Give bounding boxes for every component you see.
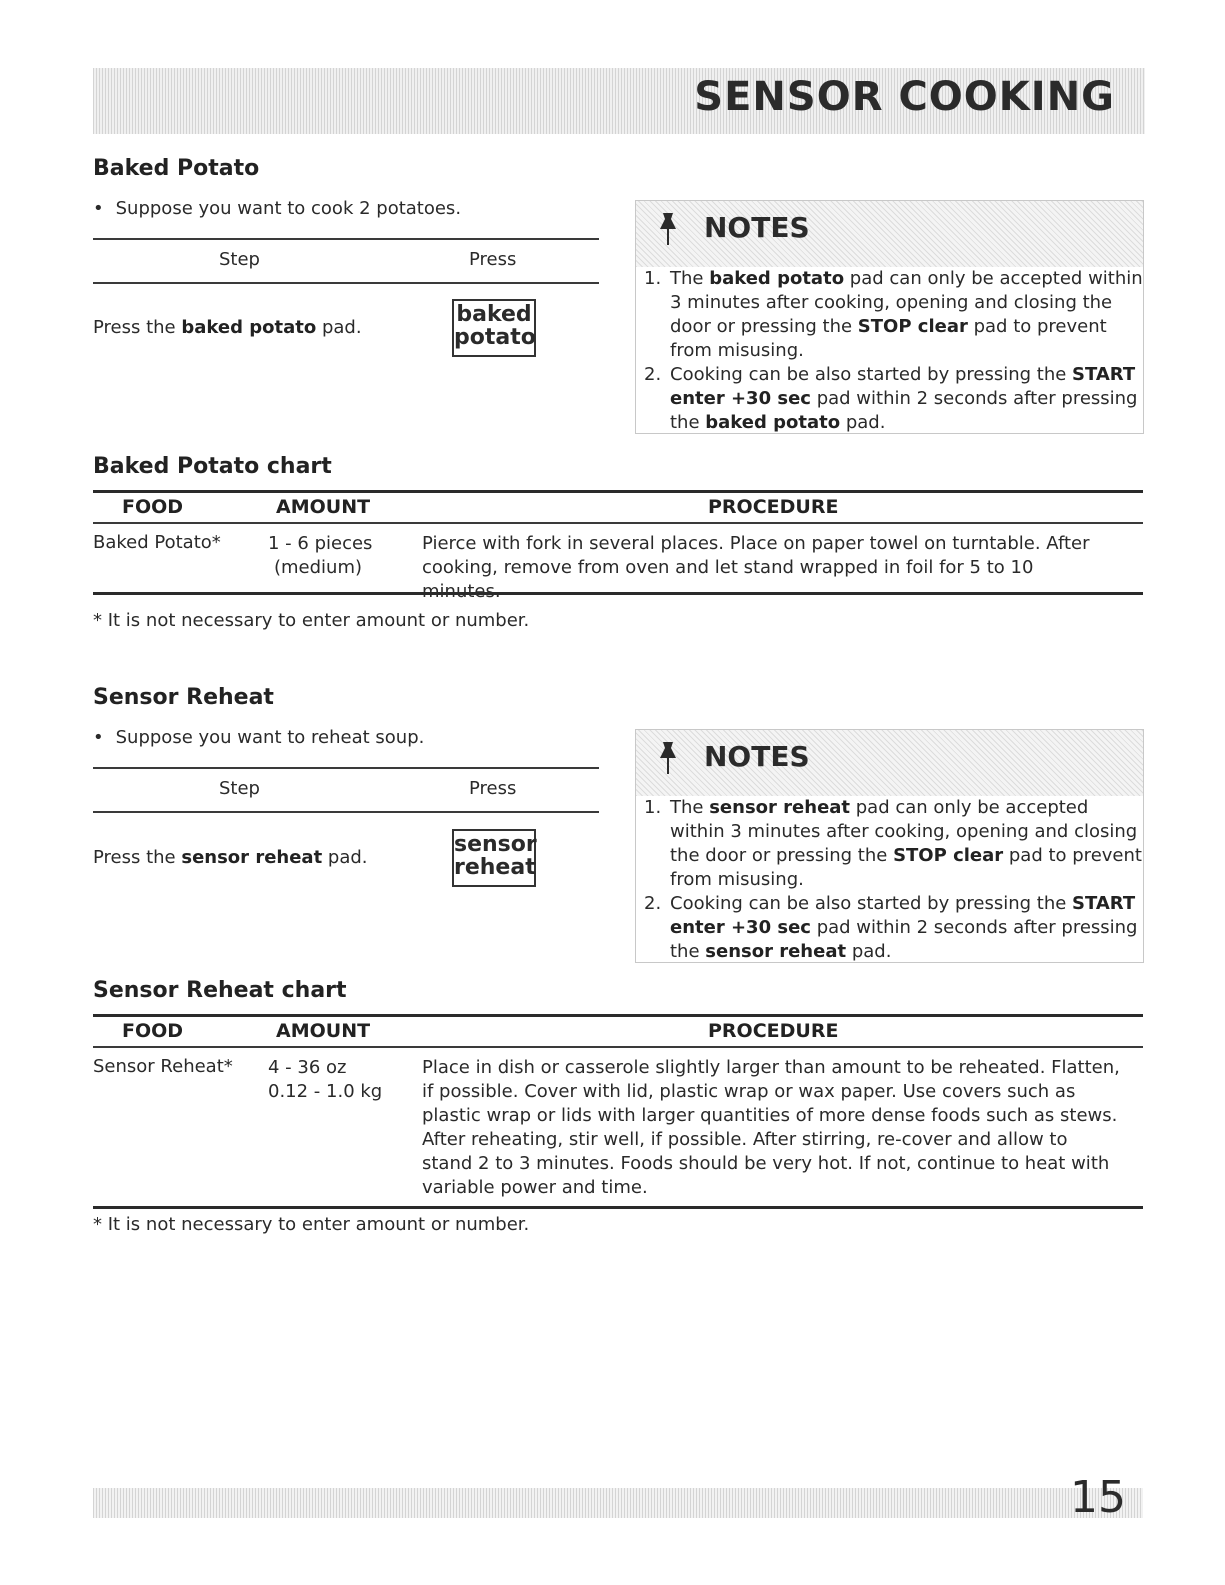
procedure-column-header: PROCEDURE: [708, 1020, 839, 1042]
pushpin-icon: [654, 211, 682, 247]
notes-box-sensor-reheat: [635, 729, 1144, 963]
step-column-header: Step: [219, 778, 260, 799]
notes-title: NOTES: [704, 740, 810, 773]
procedure-cell: Pierce with fork in several places. Place on paper towel on turntable. After cooking, remove from oven and let stand wrapped in foil for 5 to 10: [422, 533, 1090, 578]
chart-top-rule: [93, 490, 1143, 493]
footnote: * It is not necessary to enter amount or number.: [93, 1214, 530, 1235]
notes-title: NOTES: [704, 211, 810, 244]
baked-potato-bullet: [93, 198, 461, 219]
bullet-text: Suppose you want to reheat soup.: [115, 727, 425, 748]
chart-bottom-rule: [93, 592, 1143, 595]
notes-box-baked-potato: [635, 200, 1144, 434]
food-cell: Baked Potato*: [93, 532, 221, 553]
sensor-reheat-pad[interactable]: sensor reheat: [452, 829, 536, 887]
food-column-header: FOOD: [122, 496, 184, 518]
note-item: 2. Cooking can be also started by pressing the START enter +30 sec pad within 2 seconds after pressing the baked potato pad.: [644, 364, 1138, 433]
notes-list: [636, 267, 1143, 435]
notes-list: [636, 796, 1143, 964]
procedure-column-header: PROCEDURE: [708, 496, 839, 518]
sensor-reheat-heading: Sensor Reheat: [93, 685, 274, 710]
bullet-icon: •: [93, 727, 104, 748]
page-title: SENSOR COOKING: [694, 74, 1115, 120]
page-number: 15: [1070, 1472, 1126, 1523]
procedure-cell: Place in dish or casserole slightly larger than amount to be reheated. Flatten, if possible. Cover with lid, plastic wrap or wax paper. Use covers such as plastic wrap or lids with larger quantities of more dense foods such as stews. After reheating, stir well, if possible. After stirring, re-cover and allow to stand 2 to 3 minutes. Foods should be very hot. If not, continue to heat with variable power and time.: [422, 1057, 1120, 1198]
bullet-text: Suppose you want to cook 2 potatoes.: [115, 198, 462, 219]
amount-column-header: AMOUNT: [276, 496, 371, 518]
chart-top-rule: [93, 1014, 1143, 1017]
chart-header-rule: [93, 1046, 1143, 1048]
chart-header-rule: [93, 522, 1143, 524]
press-column-header: Press: [469, 778, 517, 799]
header-banner: [93, 68, 1145, 134]
footnote: * It is not necessary to enter amount or number.: [93, 610, 530, 631]
amount-column-header: AMOUNT: [276, 1020, 371, 1042]
baked-potato-pad[interactable]: baked potato: [452, 299, 536, 357]
note-item: 1. The baked potato pad can only be accepted within 3 minutes after cooking, opening and closing the door or pressing the STOP clear pad to prevent from misusing.: [644, 268, 1143, 361]
note-item: 2. Cooking can be also started by pressing the START enter +30 sec pad within 2 seconds after pressing the sensor reheat pad.: [644, 893, 1138, 962]
food-column-header: FOOD: [122, 1020, 184, 1042]
sensor-reheat-instruction: Press the sensor reheat pad.: [93, 847, 368, 868]
baked-potato-heading: Baked Potato: [93, 156, 260, 181]
step-table-header-rule: [93, 811, 599, 813]
amount-cell: 1 - 6 pieces (medium): [268, 533, 373, 578]
notes-header: [636, 201, 1143, 267]
baked-potato-instruction: Press the baked potato pad.: [93, 317, 362, 338]
step-table-top-rule: [93, 767, 599, 769]
press-column-header: Press: [469, 249, 517, 270]
bullet-icon: •: [93, 198, 104, 219]
baked-potato-chart-heading: Baked Potato chart: [93, 454, 332, 479]
food-cell: Sensor Reheat*: [93, 1056, 233, 1077]
chart-bottom-rule: [93, 1206, 1143, 1209]
step-table-top-rule: [93, 238, 599, 240]
footer-band: [93, 1488, 1143, 1518]
step-column-header: Step: [219, 249, 260, 270]
notes-header: [636, 730, 1143, 796]
pushpin-icon: [654, 740, 682, 776]
sensor-reheat-chart-heading: Sensor Reheat chart: [93, 978, 347, 1003]
note-item: 1. The sensor reheat pad can only be accepted within 3 minutes after cooking, opening and closing the door or pressing the STOP clear pad to prevent from misusing.: [644, 797, 1142, 890]
sensor-reheat-bullet: [93, 727, 424, 748]
step-table-header-rule: [93, 282, 599, 284]
amount-cell: 4 - 36 oz 0.12 - 1.0 kg: [268, 1057, 383, 1102]
